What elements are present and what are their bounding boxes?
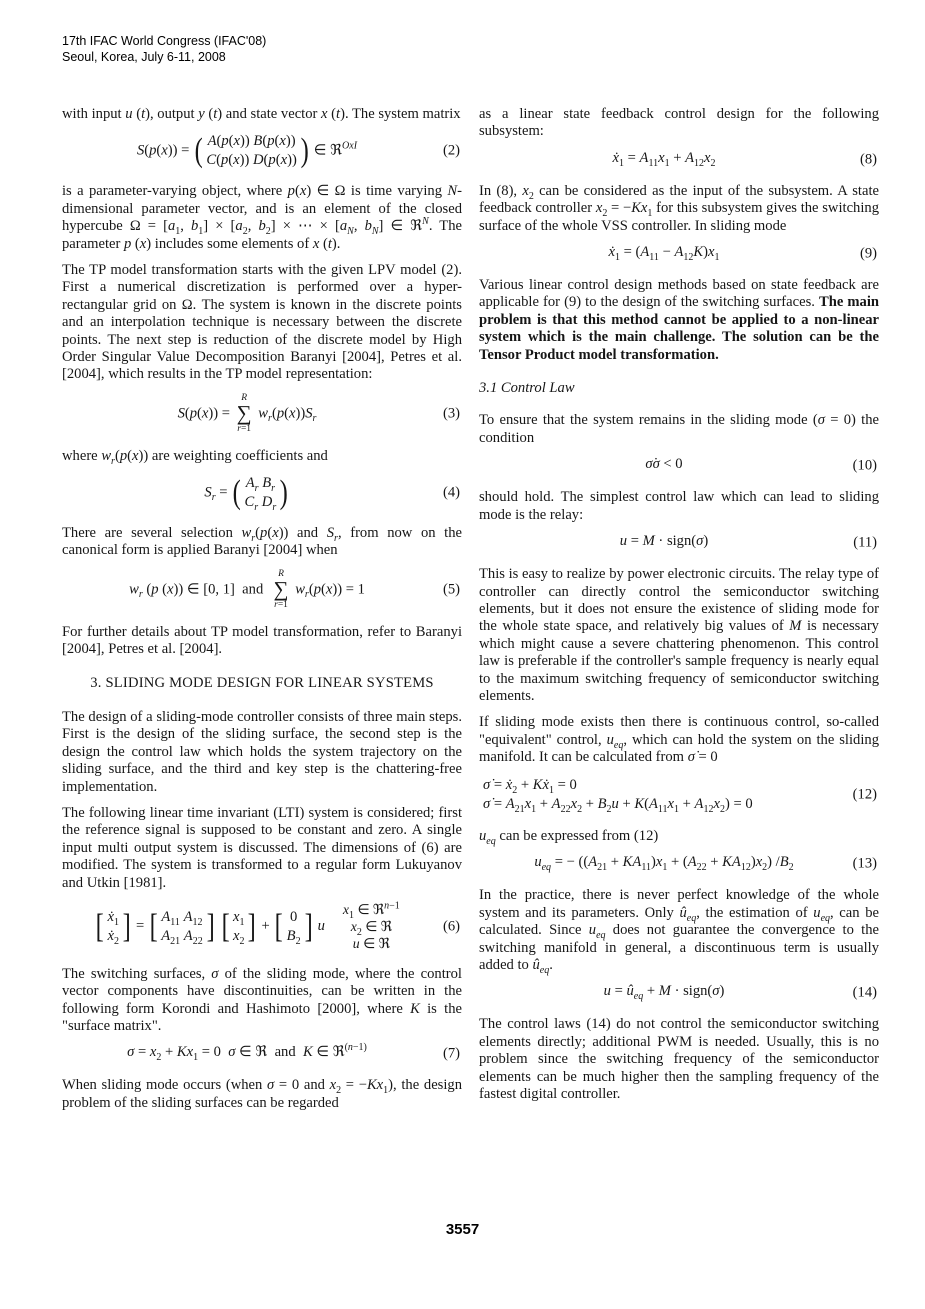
equation-8: [479, 150, 879, 170]
paragraph-relay-law: should hold. The simplest control law which can lead to sliding mode is the relay:: [479, 489, 879, 523]
paragraph-weighting: where $w_r(p(x))$ are weighting coefficients and: [62, 447, 328, 467]
equation-14-body: $u = û_{eq} + M$ · sign(σ): [603, 983, 725, 1003]
equation-2: [62, 132, 462, 170]
equation-10-number: (10): [852, 457, 877, 474]
equation-13: [479, 854, 879, 874]
paragraph-ueq-expressed: $u_{eq}$ can be expressed from (12): [479, 827, 659, 847]
equation-11-body: u = M · sign(σ): [619, 533, 709, 550]
paragraph-lti-system: The following linear time invariant (LTI) system is considered; first the reference signal is supposed to be constant and zero. A single input multi output system is discussed. The dimensions of (6) are modified. The system is transformed to a regular form Lukuyanov and Utkin [1981].: [62, 804, 462, 891]
equation-4-body: $S_r$ = ( $A_r$ $B_r$ $C_r$ $D_r$ ): [204, 474, 288, 513]
equation-7-body: $\sigma = x_2 + Kx_1 = 0$ σ ∈ ℜ and K ∈ ℜ$^{(n-1)}$: [127, 1042, 367, 1064]
equation-5-number: (5): [442, 581, 460, 598]
paragraph-switching-surfaces: The switching surfaces, σ of the sliding mode, where the control vector components have discontinuities, can be written in the following form Korondi and Hashimoto [2000], where K is the "surface matrix".: [62, 965, 462, 1034]
equation-3-number: (3): [442, 405, 460, 422]
paragraph-state-feedback: as a linear state feedback control design for the following subsystem:: [479, 106, 879, 140]
equation-6-number: (6): [442, 918, 460, 935]
equation-3: [62, 393, 462, 435]
page-number: 3557: [445, 1221, 480, 1238]
equation-8-body: ẋ$_1$ = $A_{11}x_1 + A_{12}x_2$: [612, 149, 716, 169]
equation-10-body: σ̇σ < 0: [645, 456, 683, 473]
equation-5-body: $w_r$ (p (x)) ∈ [0, 1] and R ∑ r=1 $w_r(p(x)) = 1$: [129, 568, 365, 611]
equation-12: [479, 776, 879, 815]
equation-13-number: (13): [852, 855, 877, 872]
equation-7-number: (7): [442, 1045, 460, 1062]
left-column: [62, 106, 462, 1121]
subsection-31-heading: 3.1 Control Law: [479, 380, 575, 397]
equation-6: [62, 901, 462, 953]
paragraph-subsystem-input: In (8), $x_2$ can be considered as the input of the subsystem. A state feedback controller $x_2 = -Kx_1$ for this subsystem gives the switching surface of the whole VSS controller. In sliding mode: [479, 182, 879, 234]
paragraph-power-electronics: This is easy to realize by power electronic circuits. The relay type of controller can directly control the semiconductor switching elements, but it does not ensure the existence of sliding mode for the whole state space, and relatively big values of M is necessary which might cause a severe chattering phenomenon. This control law is preferable if the controller's sample frequency is nearly equal to the maximum switching frequency of semiconductor switching elements.: [479, 566, 879, 704]
conference-header: [62, 33, 266, 66]
paragraph-system-intro: with input u (t), output y (t) and state vector x (t). The system matrix: [62, 106, 461, 122]
equation-9-number: (9): [859, 245, 877, 262]
paragraph-equivalent-control: If sliding mode exists then there is continuous control, so-called "equivalent" control, $u_{eq}$, which can hold the system on the sliding manifold. It can be calculated from σ̇ = 0: [479, 714, 879, 766]
two-column-body: [62, 106, 879, 1121]
paragraph-main-problem: Various linear control design methods based on state feedback are applicable for (9) to the design of the switching surfaces. The main problem is that this method cannot be applied to a non-linear system which is the main challenge. The solution can be the Tensor Product model transformation.: [479, 277, 879, 363]
paragraph-parameter-varying: is a parameter-varying object, where p(x) ∈ Ω is time varying N-dimensional parameter vector, and is an element of the closed hypercube $\Omega = [a_1$, $b_1] \times [a_2$, $b_2$] × ⋯ × [$a_N$, $b_N$] ∈ ℜ$^N$. The parameter p (x) includes some elements of x (t).: [62, 183, 463, 252]
equation-6-body: [ ẋ$_1$ ẋ$_2$ ] = [ $A_{11}$ $A_{12}$ $A_{21}$ $A_{22}$ ] [ $x_1$ $x_2$ ] + [ 0 $B_2$ ] u $x_1$ ∈ ℜ$^{n-1}$ $x_2$ ∈ ℜ u ∈ ℜ: [95, 900, 400, 952]
paragraph-tp-transformation: The TP model transformation starts with the given LPV model (2). First a numerical discretization is performed over a hyper-rectangular grid on Ω. The system is known in the discrete points and an interpolation technique is necessary between the discrete points. The next step is reduction of the discrete model by High Order Singular Value Decomposition Baranyi [2004], Petres et al. [2004], which results in the TP model representation:: [62, 261, 462, 383]
paragraph-pwm: The control laws (14) do not control the semiconductor switching elements directly; additional PWM is needed. Usually, this is no problem since the switching frequency of the semiconductor elements can be much higher then the sampling frequency of the fastest digital controller.: [479, 1016, 879, 1102]
paragraph-sliding-condition: To ensure that the system remains in the sliding mode (σ = 0) the condition: [479, 412, 879, 446]
paragraph-canonical-form: There are several selection $w_r(p(x))$ and $S_r$, from now on the canonical form is applied Baranyi [2004] when: [62, 525, 462, 559]
paragraph-further-details: For further details about TP model transformation, refer to Baranyi [2004], Petres et al. [2004].: [62, 623, 462, 658]
equation-3-body: S(p(x)) = R ∑ r=1 $w_r(p(x))S_r$: [177, 392, 317, 435]
paragraph-sliding-mode-occurs: When sliding mode occurs (when σ = 0 and $x_2 = -Kx_1$), the design problem of the sliding surfaces can be regarded: [62, 1077, 462, 1111]
equation-4-number: (4): [442, 484, 460, 501]
equation-2-number: (2): [442, 142, 460, 159]
equation-9-body: ẋ$_1$ = $(A_{11} - A_{12}K)x_1$: [608, 244, 720, 263]
conference-title: 17th IFAC World Congress (IFAC'08): [62, 34, 267, 48]
equation-11: [479, 533, 879, 553]
equation-9: [479, 244, 879, 264]
section-3-heading: 3. SLIDING MODE DESIGN FOR LINEAR SYSTEMS: [90, 674, 434, 691]
equation-7: [62, 1044, 462, 1064]
equation-13-body: $u_{eq}$ = − $((A_{21} + KA_{11})x_1 + (A_{22} + KA_{12})x_2)$ $/B_2$: [534, 854, 794, 874]
equation-8-number: (8): [859, 151, 877, 168]
conference-location-date: Seoul, Korea, July 6-11, 2008: [62, 50, 226, 65]
equation-12-body: σ̇ = ẋ$_2$ + Kẋ$_1$ = 0 σ̇ = $A_{21}x_1 + A_{22}x_2 + B_2u + K(A_{11}x_1 + A_{12}x_2) = 0$: [483, 776, 753, 816]
equation-14-number: (14): [852, 984, 877, 1001]
paragraph-design-steps: The design of a sliding-mode controller consists of three main steps. First is the design of the sliding surface, the second step is the design the control law which holds the system trajectory on the sliding surface, and the third and key step is the chattering-free implementation.: [62, 708, 462, 795]
equation-12-number: (12): [852, 786, 877, 803]
paragraph-estimation: In the practice, there is never perfect knowledge of the whole system and its parameters. Only $û_{eq}$, the estimation of $u_{eq}$, can be calculated. Since $u_{eq}$ does not guarantee the convergence to the switching manifold in general, a discontinuous term is usually added to $û_{eq}$.: [479, 887, 879, 976]
equation-11-number: (11): [853, 534, 877, 551]
right-column: [479, 106, 879, 1121]
equation-4: [62, 474, 462, 512]
equation-14: [479, 983, 879, 1003]
equation-5: [62, 569, 462, 611]
equation-10: [479, 456, 879, 476]
equation-2-body: S(p(x)) = ( A(p(x)) B(p(x)) C(p(x)) D(p(x)) ) ∈ ℜ$^{OxI}$: [136, 132, 358, 170]
